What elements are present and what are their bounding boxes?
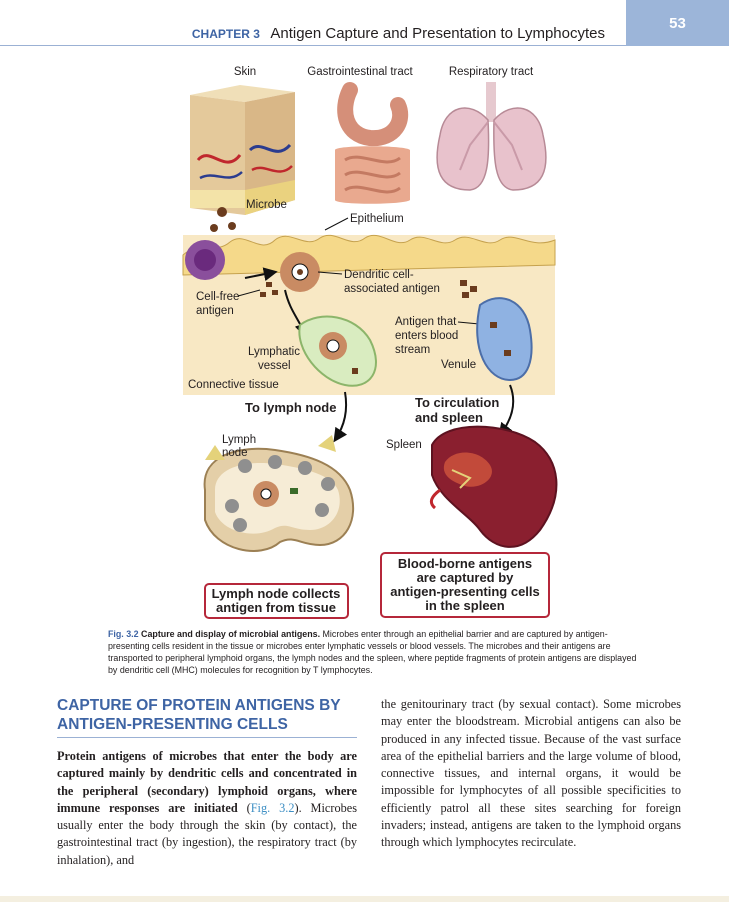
left-column: [57, 696, 357, 869]
lymph-callout-box: [205, 584, 348, 618]
lead-paragraph: [57, 748, 357, 869]
page-bottom-bar: [0, 896, 729, 902]
spleen-illustration: [431, 427, 556, 547]
lead-bold-text: Protein antigens of microbes that enter the body are captured mainly by dendritic cells and concentrated in the peripheral (secondary) lymphoid organs, where immune responses are initiated: [57, 749, 357, 815]
resp-label: Respiratory tract: [448, 66, 534, 78]
cellfree-label-2: antigen: [196, 305, 234, 317]
figure-number: Fig. 3.2: [108, 629, 139, 639]
chapter-label: CHAPTER 3: [191, 27, 260, 41]
header-rule: [0, 45, 626, 46]
blood-callout-line-2: are captured by: [416, 570, 514, 585]
right-paragraph: the genitourinary tract (by sexual contact). Some microbes may enter the bloodstream. Microbial antigens can also be produced in any infected tissue. Because of the vast surface area of the epithelial barriers and the large volume of blood, connective tissues, and internal organs, it would be impossible for lymphocytes of all possible specificities to efficiently patrol all these sites searching for foreign invaders; instead, antigens are taken to the lymphoid organs through which lymphocytes recirculate.: [381, 697, 681, 850]
blood-callout-line-4: in the spleen: [425, 598, 505, 613]
right-column: [381, 696, 681, 852]
to-circulation-label-2: and spleen: [415, 410, 483, 425]
to-circulation-label-1: To circulation: [415, 395, 500, 410]
blood-antigen-label-2: enters blood: [395, 330, 459, 342]
figure-title: Capture and display of microbial antigens.: [141, 629, 321, 639]
gi-tract-icon: [335, 90, 410, 204]
lymph-callout-line-1: Lymph node collects: [211, 586, 341, 601]
lymph-node-label-1: Lymph: [222, 434, 257, 446]
blood-callout-line-1: Blood-borne antigens: [397, 556, 533, 571]
venule-label: Venule: [441, 359, 477, 371]
blood-callout-box: [381, 553, 549, 617]
blood-antigen-label-3: stream: [395, 344, 431, 356]
epithelium-label: Epithelium: [350, 213, 404, 225]
lymph-callout-line-2: antigen from tissue: [216, 600, 336, 615]
figure-3-2: [0, 50, 729, 620]
cellfree-label-1: Cell-free: [196, 291, 240, 303]
dc-antigen-label-2: associated antigen: [344, 283, 440, 295]
page-header: [0, 0, 729, 46]
to-lymph-node-label: To lymph node: [245, 400, 337, 415]
spleen-label: Spleen: [386, 439, 422, 451]
lead-rest-text: ). Microbes usually enter the body through the skin (by contact), the gastrointestinal tract (by ingestion), the respiratory tract (by inhalation), and: [57, 800, 357, 867]
section-heading: CAPTURE OF PROTEIN ANTIGENS BY ANTIGEN-PRESENTING CELLS: [57, 696, 357, 738]
page-number: 53: [626, 0, 729, 46]
gi-label: Gastrointestinal tract: [307, 66, 413, 78]
blood-antigen-label-1: Antigen that: [395, 316, 457, 328]
blood-callout-line-3: antigen-presenting cells: [390, 584, 540, 599]
figure-caption-text: Microbes enter through an epithelial barrier and are captured by antigen-presenting cells resident in the tissue or microbes enter lymphatic vessels or blood vessels. The microbes and their antigens are transported to peripheral lymphoid organs, the lymph nodes and the spleen, where peptide fragments of protein antigens are displayed by dendritic cell (MHC) molecules for recognition by T lymphocytes.: [108, 629, 637, 675]
skin-label: Skin: [233, 66, 257, 78]
dendritic-cell: [280, 252, 320, 292]
figure-illustration: [0, 50, 729, 620]
connective-label: Connective tissue: [188, 379, 279, 391]
running-title: [192, 25, 605, 43]
skin-block-icon: [190, 85, 295, 215]
figure-caption: [108, 628, 648, 676]
lead-open-paren: (: [237, 800, 251, 815]
lymph-vessel-label-2: vessel: [258, 360, 291, 372]
lymph-node-label-2: node: [222, 447, 248, 459]
dendritic-cell-purple: [185, 240, 225, 280]
figure-reference-link[interactable]: Fig. 3.2: [250, 800, 295, 815]
lymph-vessel-label-1: Lymphatic: [248, 346, 300, 358]
chapter-title: Antigen Capture and Presentation to Lymphocytes: [270, 25, 605, 42]
epithelium-pointer: [325, 218, 348, 230]
arrow-to-lymph-node: [335, 392, 346, 440]
microbe-label: Microbe: [246, 199, 287, 211]
lungs-icon: [437, 82, 546, 190]
dc-antigen-label-1: Dendritic cell-: [344, 269, 414, 281]
